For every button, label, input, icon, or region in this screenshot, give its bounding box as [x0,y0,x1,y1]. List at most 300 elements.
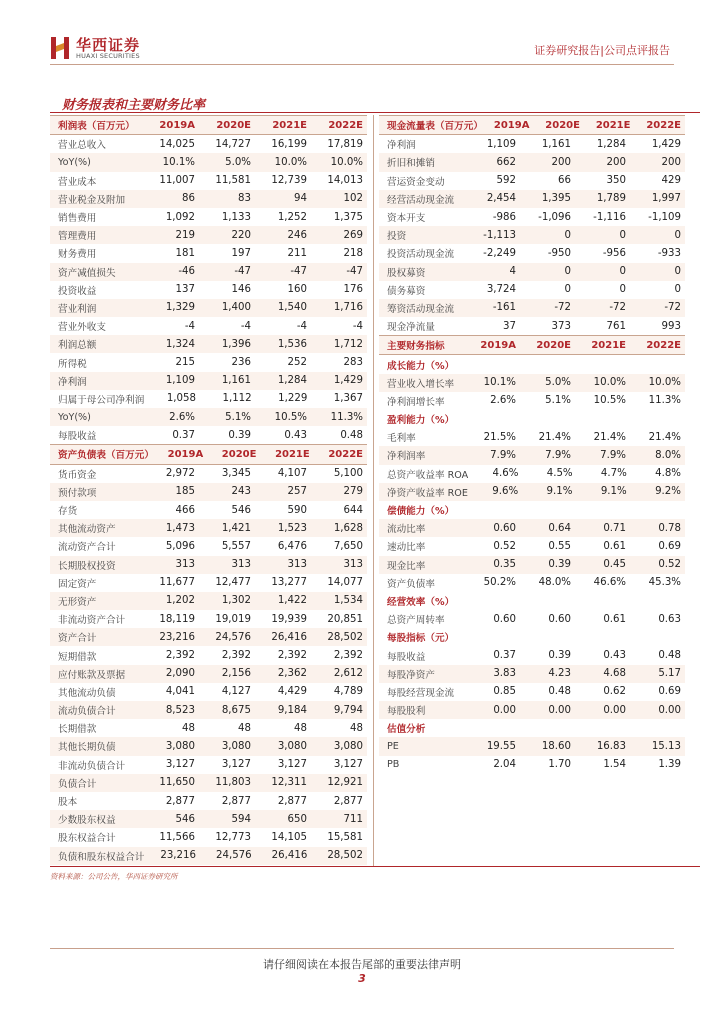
cell-value: 0.55 [548,540,571,552]
table-row [379,537,685,555]
table-row [379,226,685,244]
cell-value: 1,161 [221,375,251,387]
section-row [379,410,685,428]
cell-value: 429 [661,175,681,187]
cell-value: -950 [547,247,571,259]
table-row [50,426,367,444]
cell-value: 4,429 [277,686,307,698]
cell-value: 50.2% [483,577,516,589]
cell-value: 4.23 [548,668,571,680]
cell-value: 644 [343,504,363,516]
cell-value: 590 [287,504,307,516]
cell-value: 243 [231,486,251,498]
cell-value: 4 [509,266,516,278]
cell-value: 0 [619,266,626,278]
cell-value: 220 [231,229,251,241]
cell-value: 2,972 [165,468,195,480]
table-row [379,428,685,446]
cell-value: 1,400 [221,302,251,314]
row-label: 资产负债表（百万元） [58,450,154,462]
cell-value: 1,109 [486,138,516,150]
cell-value: 2020E [216,119,251,131]
cell-value: 5.0% [545,377,571,389]
table-row [50,756,367,774]
cell-value: 0 [619,284,626,296]
table-row [50,299,367,317]
row-label: 估值分析 [387,724,426,736]
balance-sheet-table [50,444,367,864]
logo-chinese-name: 华西证券 [76,36,141,54]
cell-value: 2,877 [277,795,307,807]
cell-value: 0 [674,284,681,296]
section-title: 财务报表和主要财务比率 [62,98,206,113]
table-row [50,519,367,537]
table-row [50,483,367,501]
row-label: 其他流动资产 [58,524,116,536]
cell-value: 66 [558,175,571,187]
row-label: 现金净流量 [387,322,435,334]
table-row [50,828,367,846]
table-row [379,446,685,464]
cell-value: 48 [238,722,251,734]
cell-value: 3.83 [493,668,516,680]
cell-value: 83 [238,193,251,205]
cell-value: 1,422 [277,595,307,607]
row-label: 少数股东权益 [58,815,116,827]
table-row [379,519,685,537]
cell-value: 0.61 [603,540,626,552]
table-row [379,610,685,628]
cell-value: 102 [343,193,363,205]
cell-value: 1,540 [277,302,307,314]
row-label: 销售费用 [58,213,97,225]
row-label: 资产合计 [58,633,97,645]
cell-value: 1,396 [221,338,251,350]
table-row [50,683,367,701]
table-row [379,263,685,281]
page-number: 3 [358,972,366,985]
cell-value: 2019A [159,119,195,131]
row-label: 每股指标（元） [387,633,455,645]
cell-value: 4.6% [492,468,519,480]
cell-value: -47 [290,266,307,278]
cell-value: 11,803 [215,777,251,789]
cell-value: 1.54 [603,759,626,771]
cell-value: 2021E [272,119,307,131]
table-row [379,317,685,335]
right-column [379,115,685,774]
cell-value: 2,612 [333,668,363,680]
cell-value: 0.45 [603,559,626,571]
section-row [379,355,685,373]
table-row [379,574,685,592]
report-type-label: 证券研究报告|公司点评报告 [534,44,670,57]
table-row [379,665,685,683]
cell-value: 9.6% [492,486,519,498]
cell-value: 466 [175,504,195,516]
table-row [379,756,685,774]
cell-value: 48 [182,722,195,734]
row-label: 长期借款 [58,724,97,736]
table-row [379,172,685,190]
cell-value: 761 [606,320,626,332]
table-bottom-divider [50,866,700,867]
cell-value: 1,375 [333,211,363,223]
cell-value: 9.1% [600,486,627,498]
cell-value: 11,007 [159,175,195,187]
cell-value: 2022E [328,448,363,460]
cell-value: 14,013 [327,175,363,187]
cell-value: 23,216 [160,850,196,862]
cell-value: 5,100 [333,468,363,480]
cell-value: 218 [343,247,363,259]
cell-value: 14,727 [215,138,251,150]
table-row [50,172,367,190]
row-label: 财务费用 [58,249,97,261]
cell-value: 1,997 [651,193,681,205]
cell-value: 1,536 [277,338,307,350]
cell-value: 2.6% [490,395,516,407]
cell-value: 3,345 [221,468,251,480]
cell-value: -1,116 [593,211,626,223]
cell-value: 14,077 [327,577,363,589]
table-row [379,737,685,755]
row-label: 经营效率（%） [387,596,455,608]
row-label: 营业利润 [58,303,97,315]
table-row [50,317,367,335]
row-label: 偿债能力（%） [387,506,455,518]
cell-value: 18,119 [159,613,195,625]
row-label: 营业总收入 [58,140,106,152]
cell-value: -46 [178,266,195,278]
cell-value: 28,502 [327,631,363,643]
table-row [50,190,367,208]
cell-value: 37 [503,320,516,332]
cell-value: 2020E [536,339,571,351]
table-row [379,483,685,501]
cell-value: 2.6% [169,411,195,423]
cell-value: 176 [343,284,363,296]
row-label: 经营活动现金流 [387,194,455,206]
cell-value: 0.00 [658,704,681,716]
row-label: 非流动资产合计 [58,615,126,627]
cell-value: 269 [343,229,363,241]
cell-value: 0.00 [493,704,516,716]
table-header-row [379,115,685,135]
cell-value: 0 [674,229,681,241]
table-row [379,374,685,392]
cell-value: 2,454 [486,193,516,205]
cell-value: 9.1% [546,486,573,498]
title-divider [50,112,700,113]
cell-value: 18.60 [541,740,571,752]
row-label: 速动比率 [387,542,426,554]
row-label: 成长能力（%） [387,360,455,372]
table-row [379,465,685,483]
cell-value: 2,877 [333,795,363,807]
cell-value: 1,092 [165,211,195,223]
row-label: 净利润 [58,376,87,388]
cell-value: 0.35 [493,559,516,571]
cell-value: -2,249 [483,247,516,259]
row-label: 净资产收益率 ROE [387,487,468,499]
cell-value: 0.61 [603,613,626,625]
cell-value: 2,392 [333,650,363,662]
table-row [379,299,685,317]
table-header-row [379,335,685,355]
cell-value: 1,058 [166,393,196,405]
cell-value: 10.0% [648,377,681,389]
table-row [50,610,367,628]
cell-value: 594 [231,813,251,825]
header-divider [50,64,674,65]
cell-value: 146 [231,284,251,296]
cell-value: -986 [492,211,516,223]
cell-value: 2,156 [221,668,251,680]
cell-value: 2,392 [165,650,195,662]
huaxi-logo-icon [50,35,72,61]
row-label: 每股经营现金流 [387,687,455,699]
cell-value: 546 [231,504,251,516]
cell-value: 252 [287,357,307,369]
row-label: 流动资产合计 [58,542,116,554]
row-label: 主要财务指标 [387,341,445,353]
cell-value: 2022E [646,339,681,351]
cell-value: 4.5% [546,468,573,480]
cell-value: 7.9% [490,449,516,461]
cell-value: 5.0% [225,156,251,168]
cell-value: 13,277 [271,577,307,589]
company-logo [50,33,170,63]
table-row [50,792,367,810]
cell-value: -72 [664,302,681,314]
row-label: 股本 [58,797,78,809]
cell-value: 1.70 [548,759,571,771]
cell-value: 2,362 [277,668,307,680]
cell-value: 4,041 [165,686,195,698]
footer-disclaimer: 请仔细阅读在本报告尾部的重要法律声明 [263,958,461,971]
cell-value: 200 [661,156,681,168]
cell-value: 0.71 [603,522,626,534]
row-label: 投资 [387,231,407,243]
cell-value: 0.60 [548,613,571,625]
section-row [379,719,685,737]
cell-value: -1,096 [538,211,571,223]
cell-value: 1,324 [165,338,195,350]
cell-value: 2,877 [221,795,251,807]
row-label: YoY(%) [58,156,91,168]
table-row [50,665,367,683]
cell-value: 137 [175,284,195,296]
row-label: 营运资金变动 [387,176,445,188]
section-row [379,501,685,519]
cell-value: 12,921 [327,777,363,789]
cell-value: -4 [296,320,307,332]
cell-value: 20,851 [327,613,363,625]
row-label: 归属于母公司净利润 [58,394,145,406]
cell-value: -47 [234,266,251,278]
row-label: 现金流量表（百万元） [387,121,483,133]
cell-value: 2022E [646,119,681,131]
cell-value: 313 [343,559,363,571]
cell-value: 12,773 [215,831,251,843]
cell-value: 2,090 [165,668,195,680]
row-label: 投资收益 [58,285,97,297]
cell-value: 2019A [167,448,204,460]
cell-value: 15.13 [651,740,681,752]
cell-value: 0.52 [658,559,681,571]
cell-value: 0.69 [658,540,681,552]
footer-divider [50,948,674,949]
cell-value: 19,939 [271,613,307,625]
row-label: 长期股权投资 [58,560,116,572]
table-row [50,774,367,792]
cell-value: 1,367 [333,393,363,405]
cell-value: 0.85 [493,686,516,698]
row-label: 股权募资 [387,267,426,279]
row-label: 预付款项 [58,487,97,499]
cell-value: 10.5% [274,411,307,423]
cell-value: 0.62 [603,686,626,698]
row-label: 流动负债合计 [58,706,116,718]
row-label: 现金比率 [387,560,426,572]
cell-value: 5,096 [165,540,195,552]
row-label: 股东权益合计 [58,833,116,845]
cell-value: 1,229 [278,393,308,405]
cell-value: 1,109 [165,375,195,387]
cell-value: 11,650 [159,777,195,789]
cell-value: 313 [231,559,251,571]
cell-value: 279 [343,486,363,498]
row-label: 投资活动现金流 [387,249,455,261]
cell-value: 1,712 [333,338,363,350]
row-label: 管理费用 [58,231,97,243]
cell-value: 19.55 [486,740,516,752]
cell-value: 8,675 [221,704,251,716]
table-row [50,465,367,483]
row-label: 负债和股东权益合计 [58,851,145,863]
cell-value: 9.2% [655,486,681,498]
cell-value: 2021E [595,119,631,131]
cell-value: 0.43 [284,429,307,441]
logo-english-name: HUAXI SECURITIES [76,52,140,60]
cell-value: 3,080 [333,740,363,752]
cell-value: 185 [175,486,195,498]
row-label: 每股收益 [58,431,97,443]
cell-value: 10.5% [593,395,626,407]
row-label: 营业收入增长率 [387,378,455,390]
table-row [50,628,367,646]
cash-flow-table [379,115,685,335]
cell-value: 350 [606,175,626,187]
cell-value: 2,877 [165,795,195,807]
cell-value: 12,739 [271,175,307,187]
cell-value: 200 [606,156,626,168]
row-label: 折旧和摊销 [387,158,435,170]
cell-value: 48 [294,722,307,734]
cell-value: 10.0% [330,156,363,168]
table-row [379,646,685,664]
cell-value: 3,080 [221,740,251,752]
cell-value: 5.17 [658,668,681,680]
cell-value: 3,127 [221,759,251,771]
cell-value: 21.4% [593,431,626,443]
cell-value: 4.7% [600,468,627,480]
table-row [50,537,367,555]
row-label: 无形资产 [58,596,97,608]
table-row [50,153,367,171]
table-row [50,353,367,371]
cell-value: 3,127 [165,759,195,771]
cell-value: 16.83 [596,740,626,752]
cell-value: 1,329 [165,302,195,314]
table-row [50,335,367,353]
cell-value: 373 [551,320,571,332]
table-row [50,810,367,828]
cell-value: 2,392 [221,650,251,662]
cell-value: 0.60 [493,613,516,625]
row-label: 每股净资产 [387,669,435,681]
cell-value: 8,523 [165,704,195,716]
cell-value: 21.5% [483,431,516,443]
table-row [379,281,685,299]
cell-value: 0.39 [548,559,571,571]
table-row [379,244,685,262]
cell-value: -47 [346,266,363,278]
cell-value: 0 [564,229,571,241]
cell-value: 19,019 [215,613,251,625]
cell-value: 17,819 [327,138,363,150]
cell-value: -4 [240,320,251,332]
row-label: PB [387,759,400,771]
cell-value: 24,576 [215,631,251,643]
cell-value: 0.39 [228,429,251,441]
cell-value: 0.48 [658,650,681,662]
cell-value: 4.8% [655,468,681,480]
cell-value: -956 [602,247,626,259]
cell-value: 0.60 [493,522,516,534]
row-label: YoY(%) [58,411,91,423]
cell-value: 1,284 [596,138,626,150]
cell-value: 26,416 [271,850,308,862]
row-label: 固定资产 [58,578,97,590]
income-statement-table [50,115,367,444]
cell-value: 1,302 [221,595,251,607]
cell-value: 5.1% [225,411,251,423]
cell-value: 14,105 [271,831,307,843]
source-note: 资料来源：公司公告，华西证券研究所 [50,872,178,881]
cell-value: 0.37 [493,650,516,662]
row-label: 资本开支 [387,213,426,225]
table-header-row [50,444,367,464]
cell-value: 1,133 [221,211,251,223]
table-row [379,190,685,208]
cell-value: 2021E [591,339,626,351]
cell-value: 3,127 [277,759,307,771]
cell-value: 0.00 [548,704,571,716]
cell-value: -1,113 [483,229,516,241]
cell-value: 592 [496,175,516,187]
cell-value: 2021E [275,448,310,460]
row-label: 总资产周转率 [387,615,445,627]
table-row [50,501,367,519]
row-label: 营业成本 [58,176,97,188]
cell-value: 94 [294,193,307,205]
cell-value: 993 [661,320,681,332]
cell-value: 21.4% [538,431,571,443]
cell-value: 10.0% [593,377,626,389]
cell-value: 160 [287,284,307,296]
